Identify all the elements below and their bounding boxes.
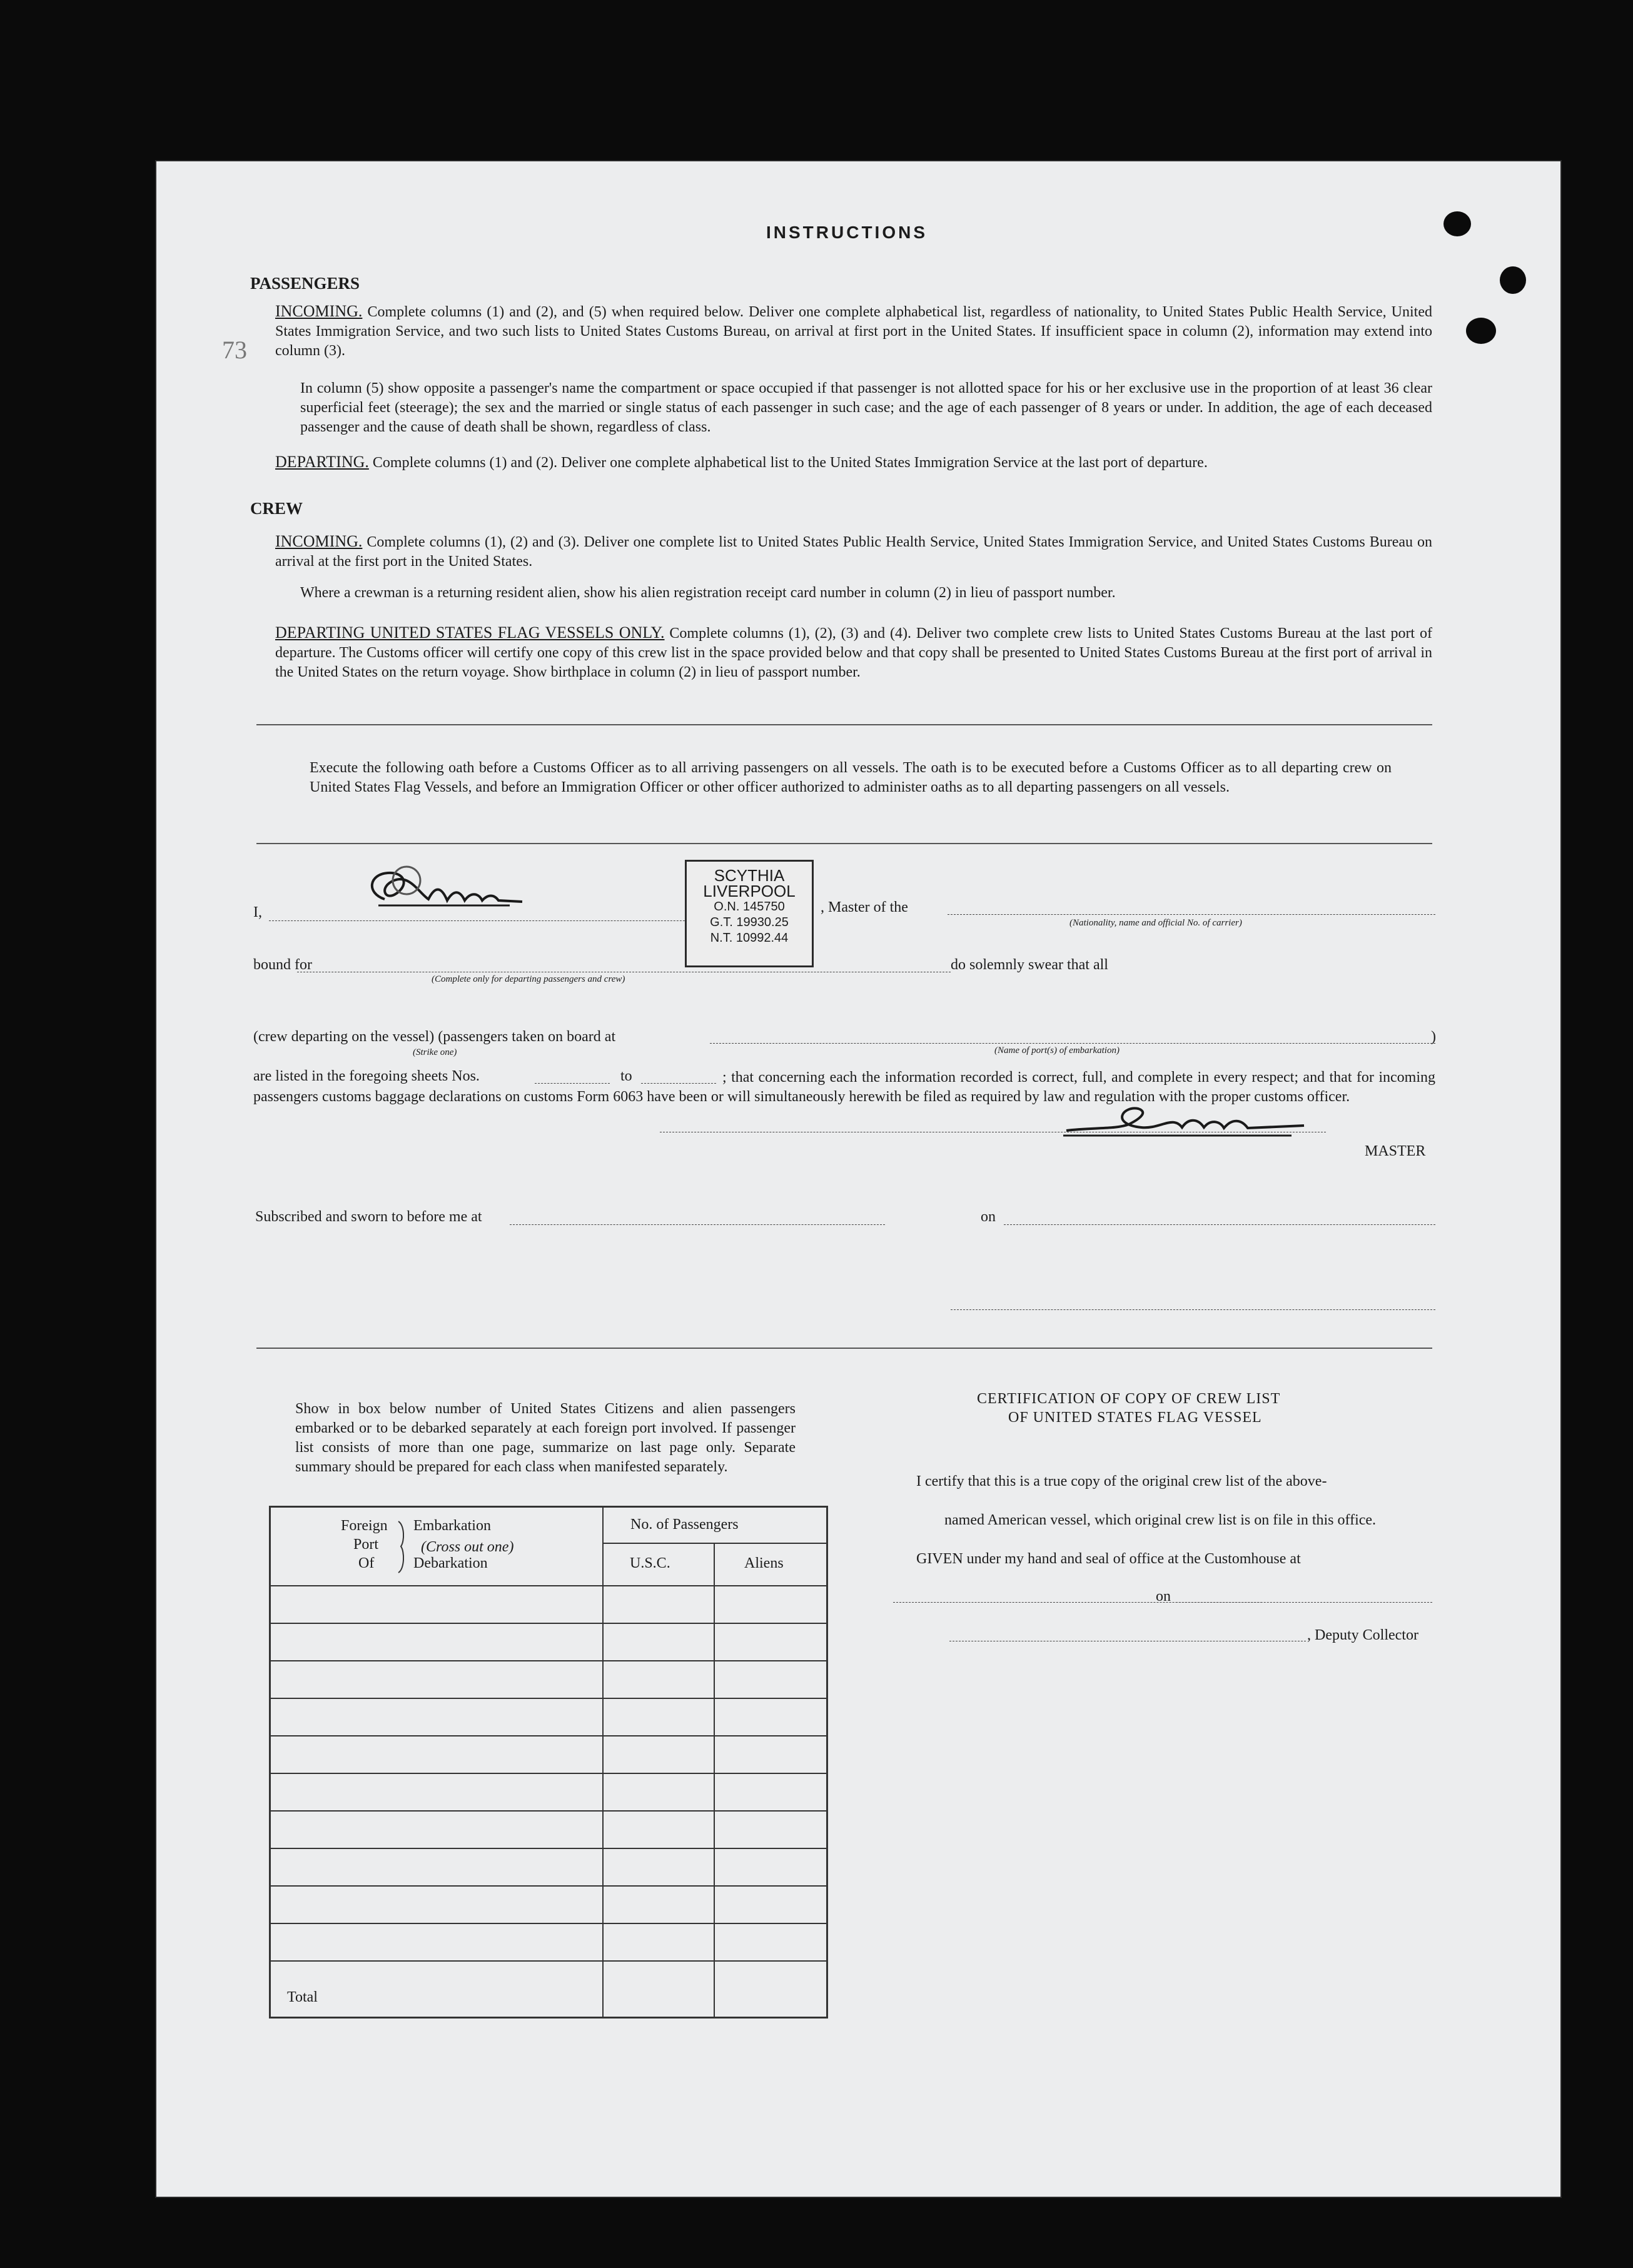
stamp-port: LIVERPOOL xyxy=(703,882,796,900)
crew-departing-text: Complete columns (1), (2), (3) and (4). Deliver two complete crew lists to United States Customs Bureau at the last port of departure. The Customs officer will certify one copy of this crew list in the space provided below and that copy shall be presented to United States Customs Bureau at the first port of arrival in the United States on the return voyage. Show birthplace in column (2) in lieu of passport number. xyxy=(275,625,1432,680)
usc-label: U.S.C. xyxy=(630,1555,670,1571)
foreign-label: Foreign xyxy=(341,1518,388,1534)
table-row xyxy=(271,1660,826,1661)
table-row xyxy=(271,1923,826,1924)
master-label: MASTER xyxy=(1365,1143,1426,1159)
port-label: Port xyxy=(353,1536,379,1553)
column-divider-aliens xyxy=(714,1543,715,2017)
stamp-net-tonnage: N.T. 10992.44 xyxy=(710,931,789,945)
ink-blot xyxy=(1500,266,1526,294)
ink-blot xyxy=(1443,211,1471,236)
certification-date-line xyxy=(1176,1602,1432,1603)
oath-bound-for: bound for xyxy=(253,957,312,973)
table-row xyxy=(271,1848,826,1849)
crew-returning-text: Where a crewman is a returning resident alien, show his alien registration receipt card number in column (2) in lieu of passport number. xyxy=(300,585,1116,601)
passengers-col5-text: In column (5) show opposite a passenger's name the compartment or space occupied if that passenger is not allotted space for his or her exclusive use in the proportion of at least 36 clear superficial feet (steerage); the sex and the married or single status of each passenger in such case; and the age of each passenger of 8 years or under. In addition, the age of each deceased passenger and the cause of death shall be shown, regardless of class. xyxy=(300,380,1432,435)
certification-line-1: I certify that this is a true copy of the original crew list of the above- xyxy=(916,1473,1327,1489)
page-title: INSTRUCTIONS xyxy=(766,223,928,242)
table-row xyxy=(271,1773,826,1774)
table-header-rule xyxy=(271,1585,826,1586)
oath-crew-departing: (crew departing on the vessel) (passengers taken on board at xyxy=(253,1029,616,1045)
departing-caption: (Complete only for departing passengers and crew) xyxy=(432,974,625,984)
section-divider xyxy=(256,724,1432,725)
table-row xyxy=(271,1735,826,1736)
passenger-summary-table xyxy=(269,1506,828,2019)
certification-line-2: named American vessel, which original crew list is on file in this office. xyxy=(944,1512,1377,1528)
ports-caption: (Name of port(s) of embarkation) xyxy=(994,1046,1120,1056)
strike-one-caption: (Strike one) xyxy=(413,1047,457,1057)
of-label: Of xyxy=(358,1555,375,1571)
oath-listed-in: are listed in the foregoing sheets Nos. xyxy=(253,1068,480,1084)
crew-departing-label: DEPARTING UNITED STATES FLAG VESSELS ONLY. xyxy=(275,623,665,642)
ship-stamp xyxy=(685,860,814,967)
oath-swear: do solemnly swear that all xyxy=(951,957,1108,973)
oath-rest: ; that concerning each the information recorded is correct, full, and complete in every respect; and that for incoming passengers customs baggage declarations on customs Form 6063 have been or will simultaneously herewith be filed as required by law and regulation with the proper customs officer. xyxy=(253,1069,1435,1105)
crew-heading: CREW xyxy=(250,499,303,518)
document-page xyxy=(156,161,1560,2197)
table-row xyxy=(271,1623,826,1624)
crew-departing xyxy=(275,623,1432,682)
total-label: Total xyxy=(287,1989,318,2005)
passengers-incoming-label: INCOMING. xyxy=(275,302,363,320)
table-row xyxy=(271,1698,826,1699)
cross-out-label: (Cross out one) xyxy=(421,1539,514,1555)
master-signature-top xyxy=(360,855,547,924)
oath-master-of: , Master of the xyxy=(821,899,908,915)
crew-incoming-text: Complete columns (1), (2) and (3). Deliver one complete list to United States Public Health Service, United States Immigration Service, and United States Customs Bureau on arrival at the first port in the United States. xyxy=(275,534,1433,570)
table-row xyxy=(271,1960,826,1962)
summary-divider xyxy=(256,1348,1432,1349)
stamp-gross-tonnage: G.T. 19930.25 xyxy=(710,915,789,929)
stamp-official-number: O.N. 145750 xyxy=(714,900,785,914)
certification-deputy: , Deputy Collector xyxy=(1307,1627,1418,1643)
table-row xyxy=(271,1885,826,1887)
summary-note: Show in box below number of United States Citizens and alien passengers embarked or to be debarked separately at each foreign port involved. If passenger list consists of more than one page, summarize on last page only. Separate summary should be prepared for each class when manifested separately. xyxy=(295,1401,796,1475)
passengers-departing-label: DEPARTING. xyxy=(275,453,369,471)
debarkation-label: Debarkation xyxy=(413,1555,488,1571)
certification-on: on xyxy=(1156,1588,1171,1605)
oath-divider xyxy=(256,843,1432,844)
embarkation-port-line xyxy=(710,1043,1435,1044)
crew-incoming xyxy=(275,532,1432,572)
master-signature-bottom xyxy=(1054,1099,1323,1149)
certification-title-2: OF UNITED STATES FLAG VESSEL xyxy=(1008,1409,1262,1426)
carrier-caption: (Nationality, name and official No. of carrier) xyxy=(1069,918,1242,928)
oath-i-label: I, xyxy=(253,904,262,920)
closing-paren: ) xyxy=(1431,1029,1436,1045)
passengers-incoming xyxy=(275,301,1432,361)
ink-blot xyxy=(1466,318,1496,344)
crew-incoming-label: INCOMING. xyxy=(275,532,363,550)
oath-on: on xyxy=(981,1209,996,1225)
table-row xyxy=(271,1810,826,1812)
oath-subscribed: Subscribed and sworn to before me at xyxy=(255,1209,482,1225)
stamp-ship-name: SCYTHIA xyxy=(714,866,785,885)
embarkation-label: Embarkation xyxy=(413,1518,491,1534)
oath-intro: Execute the following oath before a Customs Officer as to all arriving passengers on all vessels. The oath is to be executed before a Customs Officer as to all departing crew on United States Flag Vessels, and before an Immigration Officer or other officer authorized to administer oaths as to all departing passengers on all vessels. xyxy=(310,760,1392,795)
certification-line-3: GIVEN under my hand and seal of office at the Customhouse at xyxy=(916,1551,1301,1567)
certification-title-1: CERTIFICATION OF COPY OF CREW LIST xyxy=(977,1391,1281,1407)
column-divider-usc xyxy=(602,1508,604,2017)
sworn-date-line xyxy=(1004,1224,1435,1225)
no-passengers-label: No. of Passengers xyxy=(630,1516,739,1533)
officer-signature-line xyxy=(951,1309,1435,1310)
bracket-icon xyxy=(396,1519,408,1575)
sworn-place-line xyxy=(510,1224,885,1225)
oath-to: to xyxy=(620,1068,632,1084)
margin-number: 73 xyxy=(222,336,247,364)
passengers-departing xyxy=(275,452,1432,473)
passengers-incoming-text: Complete columns (1) and (2), and (5) when required below. Deliver one complete alphabetical list, regardless of nationality, to United States Public Health Service, United States Immigration Service, and two such lists to United States Customs Bureau, on arrival at first port in the United States. If insufficient space in column (2), information may extend into column (3). xyxy=(275,304,1432,359)
passengers-heading: PASSENGERS xyxy=(250,274,360,293)
carrier-line xyxy=(948,914,1435,915)
aliens-label: Aliens xyxy=(744,1555,784,1571)
passengers-departing-text: Complete columns (1) and (2). Deliver one complete alphabetical list to the United States Immigration Service at the last port of departure. xyxy=(372,455,1208,471)
